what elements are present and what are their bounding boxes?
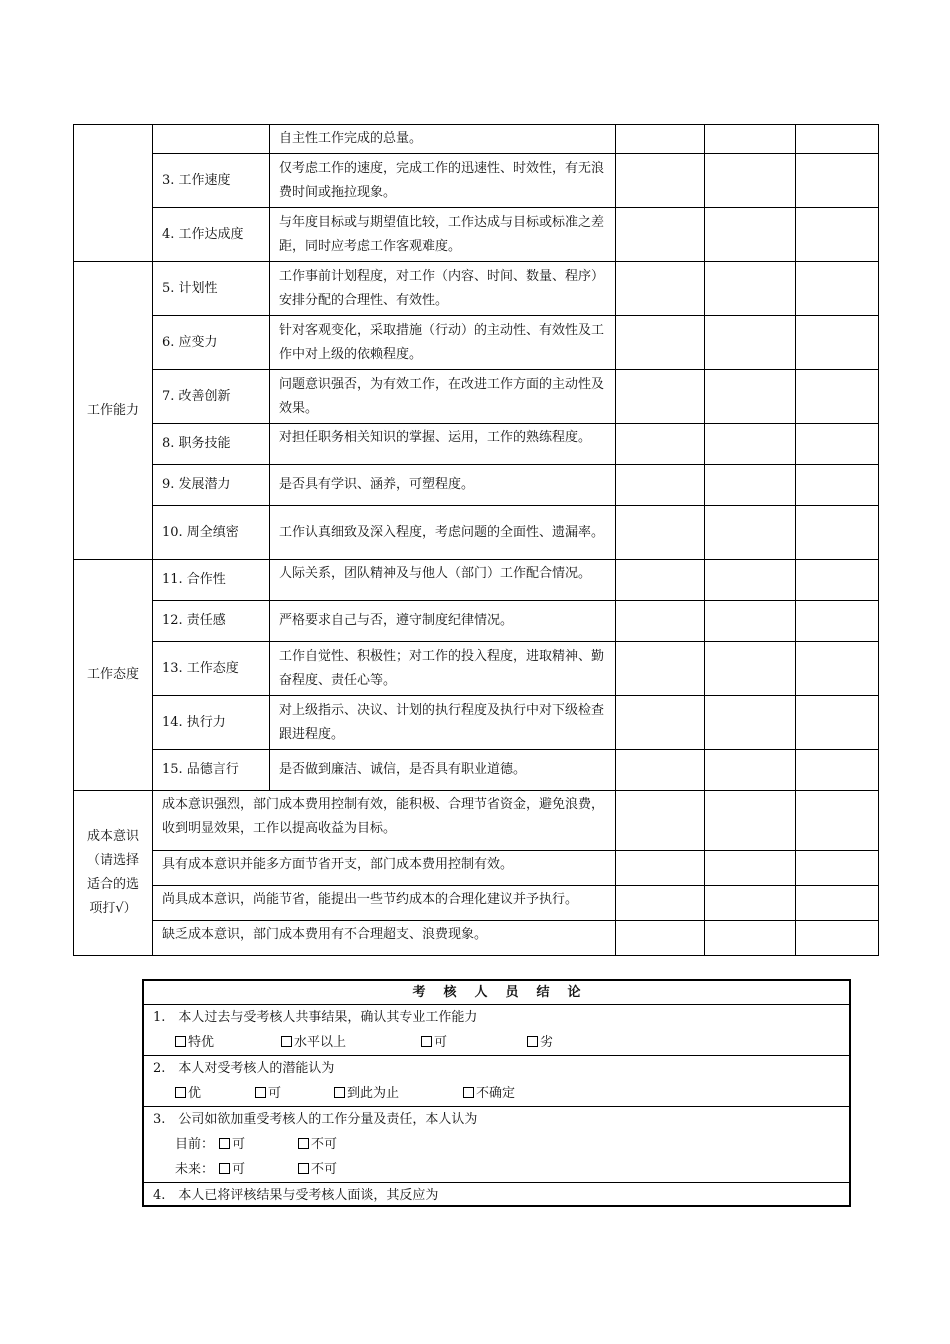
score-cell[interactable] (616, 262, 705, 316)
checkbox-icon (219, 1138, 230, 1149)
score-cell[interactable] (705, 424, 796, 465)
score-cell[interactable] (616, 465, 705, 506)
score-cell[interactable] (796, 262, 879, 316)
score-cell[interactable] (705, 465, 796, 506)
item-cell: 5. 计划性 (153, 262, 270, 316)
checkbox-option[interactable]: 优 (175, 1081, 201, 1106)
checkbox-option[interactable]: 可 (219, 1132, 245, 1157)
score-cell[interactable] (616, 921, 705, 956)
checkbox-option[interactable]: 不确定 (463, 1081, 515, 1106)
score-cell[interactable] (705, 262, 796, 316)
score-cell[interactable] (796, 791, 879, 851)
score-cell[interactable] (616, 560, 705, 601)
score-cell[interactable] (705, 316, 796, 370)
desc-cell: 是否具有学识、涵养，可塑程度。 (270, 465, 616, 506)
item-cell: 14. 执行力 (153, 696, 270, 750)
score-cell[interactable] (796, 921, 879, 956)
score-cell[interactable] (705, 851, 796, 886)
cost-option: 具有成本意识并能多方面节省开支，部门成本费用控制有效。 (153, 851, 616, 886)
checkbox-option[interactable]: 可 (421, 1030, 447, 1055)
question-text: 4. 本人已将评核结果与受考核人面谈，其反应为 (153, 1188, 439, 1203)
score-cell[interactable] (705, 750, 796, 791)
score-cell[interactable] (796, 424, 879, 465)
score-cell[interactable] (796, 208, 879, 262)
item-cell: 4. 工作达成度 (153, 208, 270, 262)
checkbox-icon (175, 1036, 186, 1047)
question-text: 3. 公司如欲加重受考核人的工作分量及责任，本人认为 (153, 1112, 478, 1127)
desc-cell: 严格要求自己与否，遵守制度纪律情况。 (270, 601, 616, 642)
cost-option: 尚具成本意识，尚能节省，能提出一些节约成本的合理化建议并予执行。 (153, 886, 616, 921)
score-cell[interactable] (796, 696, 879, 750)
item-cell: 12. 责任感 (153, 601, 270, 642)
score-cell[interactable] (705, 208, 796, 262)
score-cell[interactable] (616, 506, 705, 560)
item-cell: 10. 周全缜密 (153, 506, 270, 560)
question-4 (144, 1183, 849, 1208)
cost-option: 缺乏成本意识，部门成本费用有不合理超支、浪费现象。 (153, 921, 616, 956)
category-cell: 工作能力 (74, 262, 153, 560)
category-cell: 工作态度 (74, 560, 153, 791)
checkbox-option[interactable]: 水平以上 (281, 1030, 346, 1055)
score-cell[interactable] (796, 750, 879, 791)
score-cell[interactable] (796, 316, 879, 370)
now-label: 目前： (175, 1137, 215, 1152)
desc-cell: 工作认真细致及深入程度，考虑问题的全面性、遗漏率。 (270, 506, 616, 560)
conclusion-title: 考 核 人 员 结 论 (144, 981, 849, 1005)
score-cell[interactable] (616, 750, 705, 791)
desc-cell: 仅考虑工作的速度，完成工作的迅速性、时效性，有无浪费时间或拖拉现象。 (270, 154, 616, 208)
score-cell[interactable] (705, 370, 796, 424)
checkbox-option[interactable]: 可 (219, 1157, 245, 1182)
score-cell[interactable] (796, 125, 879, 154)
desc-cell: 问题意识强否，为有效工作，在改进工作方面的主动性及效果。 (270, 370, 616, 424)
score-cell[interactable] (616, 424, 705, 465)
score-cell[interactable] (616, 791, 705, 851)
score-cell[interactable] (616, 601, 705, 642)
item-cell: 15. 品德言行 (153, 750, 270, 791)
desc-cell: 是否做到廉洁、诚信，是否具有职业道德。 (270, 750, 616, 791)
question-3 (144, 1107, 849, 1183)
checkbox-option[interactable]: 劣 (527, 1030, 553, 1055)
score-cell[interactable] (616, 370, 705, 424)
question-text: 1. 本人过去与受考核人共事结果，确认其专业工作能力 (153, 1010, 478, 1025)
score-cell[interactable] (705, 791, 796, 851)
item-cell: 11. 合作性 (153, 560, 270, 601)
score-cell[interactable] (705, 154, 796, 208)
checkbox-option[interactable]: 不可 (298, 1132, 337, 1157)
desc-cell: 工作自觉性、积极性；对工作的投入程度，进取精神、勤奋程度、责任心等。 (270, 642, 616, 696)
desc-cell: 工作事前计划程度，对工作（内容、时间、数量、程序）安排分配的合理性、有效性。 (270, 262, 616, 316)
checkbox-icon (527, 1036, 538, 1047)
score-cell[interactable] (616, 696, 705, 750)
score-cell[interactable] (796, 465, 879, 506)
score-cell[interactable] (796, 642, 879, 696)
item-cell: 9. 发展潜力 (153, 465, 270, 506)
score-cell[interactable] (616, 316, 705, 370)
checkbox-icon (421, 1036, 432, 1047)
score-cell[interactable] (705, 696, 796, 750)
desc-cell: 对上级指示、决议、计划的执行程度及执行中对下级检查跟进程度。 (270, 696, 616, 750)
score-cell[interactable] (796, 370, 879, 424)
item-cell (153, 125, 270, 154)
score-cell[interactable] (796, 560, 879, 601)
score-cell[interactable] (616, 851, 705, 886)
item-cell: 13. 工作态度 (153, 642, 270, 696)
checkbox-icon (255, 1087, 266, 1098)
evaluation-table (73, 124, 879, 956)
item-cell: 6. 应变力 (153, 316, 270, 370)
score-cell[interactable] (705, 601, 796, 642)
score-cell[interactable] (616, 125, 705, 154)
checkbox-icon (463, 1087, 474, 1098)
cost-awareness-category: 成本意识（请选择适合的选项打√） (74, 791, 153, 956)
score-cell[interactable] (796, 886, 879, 921)
checkbox-icon (334, 1087, 345, 1098)
checkbox-icon (298, 1138, 309, 1149)
score-cell[interactable] (705, 886, 796, 921)
score-cell[interactable] (616, 154, 705, 208)
item-cell: 3. 工作速度 (153, 154, 270, 208)
score-cell[interactable] (796, 506, 879, 560)
future-label: 未来： (175, 1162, 215, 1177)
question-1 (144, 1005, 849, 1056)
checkbox-icon (281, 1036, 292, 1047)
checkbox-option[interactable]: 可 (255, 1081, 281, 1106)
desc-cell: 人际关系，团队精神及与他人（部门）工作配合情况。 (270, 560, 616, 601)
cost-option: 成本意识强烈，部门成本费用控制有效，能积极、合理节省资金，避免浪费，收到明显效果，工作以提高收益为目标。 (153, 791, 616, 851)
score-cell[interactable] (796, 851, 879, 886)
question-text: 2. 本人对受考核人的潜能认为 (153, 1061, 335, 1076)
score-cell[interactable] (705, 560, 796, 601)
score-cell[interactable] (616, 642, 705, 696)
checkbox-option[interactable]: 不可 (298, 1157, 337, 1182)
checkbox-icon (175, 1087, 186, 1098)
item-cell: 7. 改善创新 (153, 370, 270, 424)
desc-cell: 对担任职务相关知识的掌握、运用，工作的熟练程度。 (270, 424, 616, 465)
score-cell[interactable] (796, 601, 879, 642)
checkbox-icon (219, 1163, 230, 1174)
checkbox-option[interactable]: 到此为止 (334, 1081, 399, 1106)
desc-cell: 与年度目标或与期望值比较，工作达成与目标或标准之差距，同时应考虑工作客观难度。 (270, 208, 616, 262)
score-cell[interactable] (705, 125, 796, 154)
desc-cell: 自主性工作完成的总量。 (270, 125, 616, 154)
score-cell[interactable] (705, 506, 796, 560)
question-2 (144, 1056, 849, 1107)
score-cell[interactable] (616, 208, 705, 262)
checkbox-option[interactable]: 特优 (175, 1030, 214, 1055)
item-cell: 8. 职务技能 (153, 424, 270, 465)
score-cell[interactable] (796, 154, 879, 208)
checkbox-icon (298, 1163, 309, 1174)
category-cell (74, 125, 153, 262)
desc-cell: 针对客观变化，采取措施（行动）的主动性、有效性及工作中对上级的依赖程度。 (270, 316, 616, 370)
score-cell[interactable] (705, 921, 796, 956)
score-cell[interactable] (616, 886, 705, 921)
reviewer-conclusion-box (142, 979, 851, 1207)
score-cell[interactable] (705, 642, 796, 696)
